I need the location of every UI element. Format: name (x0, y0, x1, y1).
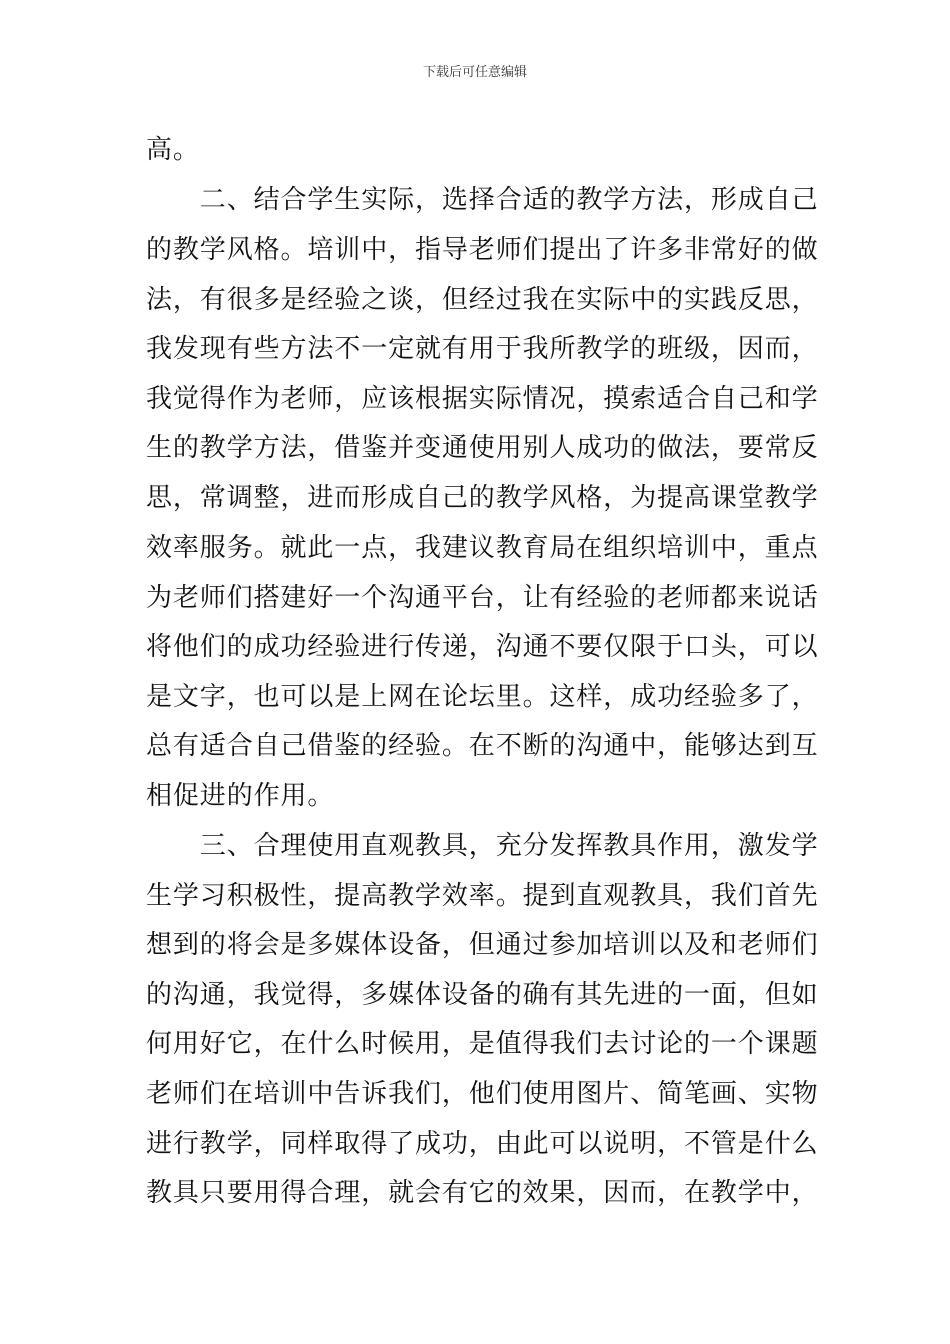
text-line: 将他们的成功经验进行传递，沟通不要仅限于口头，可以 (146, 632, 819, 662)
text-line: 生学习积极性，提高教学效率。提到直观教具，我们首先 (146, 881, 819, 911)
text-line: 效率服务。就此一点，我建议教育局在组织培训中，重点 (146, 533, 819, 563)
text-line: 想到的将会是多媒体设备，但通过参加培训以及和老师们 (146, 930, 819, 960)
text-line: 老师们在培训中告诉我们，他们使用图片、简笔画、实物 (146, 1079, 819, 1109)
text-line: 何用好它，在什么时候用，是值得我们去讨论的一个课题 (146, 1029, 819, 1059)
page-header: 下载后可任意编辑 (422, 65, 527, 80)
text-line: 高。 (146, 135, 200, 165)
text-line: 为老师们搭建好一个沟通平台，让有经验的老师都来说话 (146, 583, 819, 613)
text-line: 是文字，也可以是上网在论坛里。这样，成功经验多了， (146, 682, 819, 712)
text-line: 生的教学方法，借鉴并变通使用别人成功的做法，要常反 (146, 433, 819, 463)
text-line: 相促进的作用。 (146, 781, 335, 811)
text-line: 的沟通，我觉得，多媒体设备的确有其先进的一面，但如 (146, 980, 819, 1010)
text-line: 进行教学，同样取得了成功，由此可以说明，不管是什么 (146, 1129, 819, 1159)
text-line: 我发现有些方法不一定就有用于我所教学的班级，因而， (146, 334, 819, 364)
text-line: 法，有很多是经验之谈，但经过我在实际中的实践反思， (146, 285, 819, 315)
text-line: 思，常调整，进而形成自己的教学风格，为提高课堂教学 (146, 483, 819, 513)
text-line: 我觉得作为老师，应该根据实际情况，摸索适合自己和学 (146, 384, 819, 414)
text-line: 教具只要用得合理，就会有它的效果，因而，在教学中， (146, 1178, 819, 1208)
paragraph-3-start: 三、合理使用直观教具，充分发挥教具作用，激发学 (146, 831, 819, 861)
paragraph-2-start: 二、结合学生实际，选择合适的教学方法，形成自己 (146, 185, 819, 215)
text-line: 总有适合自己借鉴的经验。在不断的沟通中，能够达到互 (146, 731, 819, 761)
text-line: 的教学风格。培训中，指导老师们提出了许多非常好的做 (146, 235, 819, 265)
